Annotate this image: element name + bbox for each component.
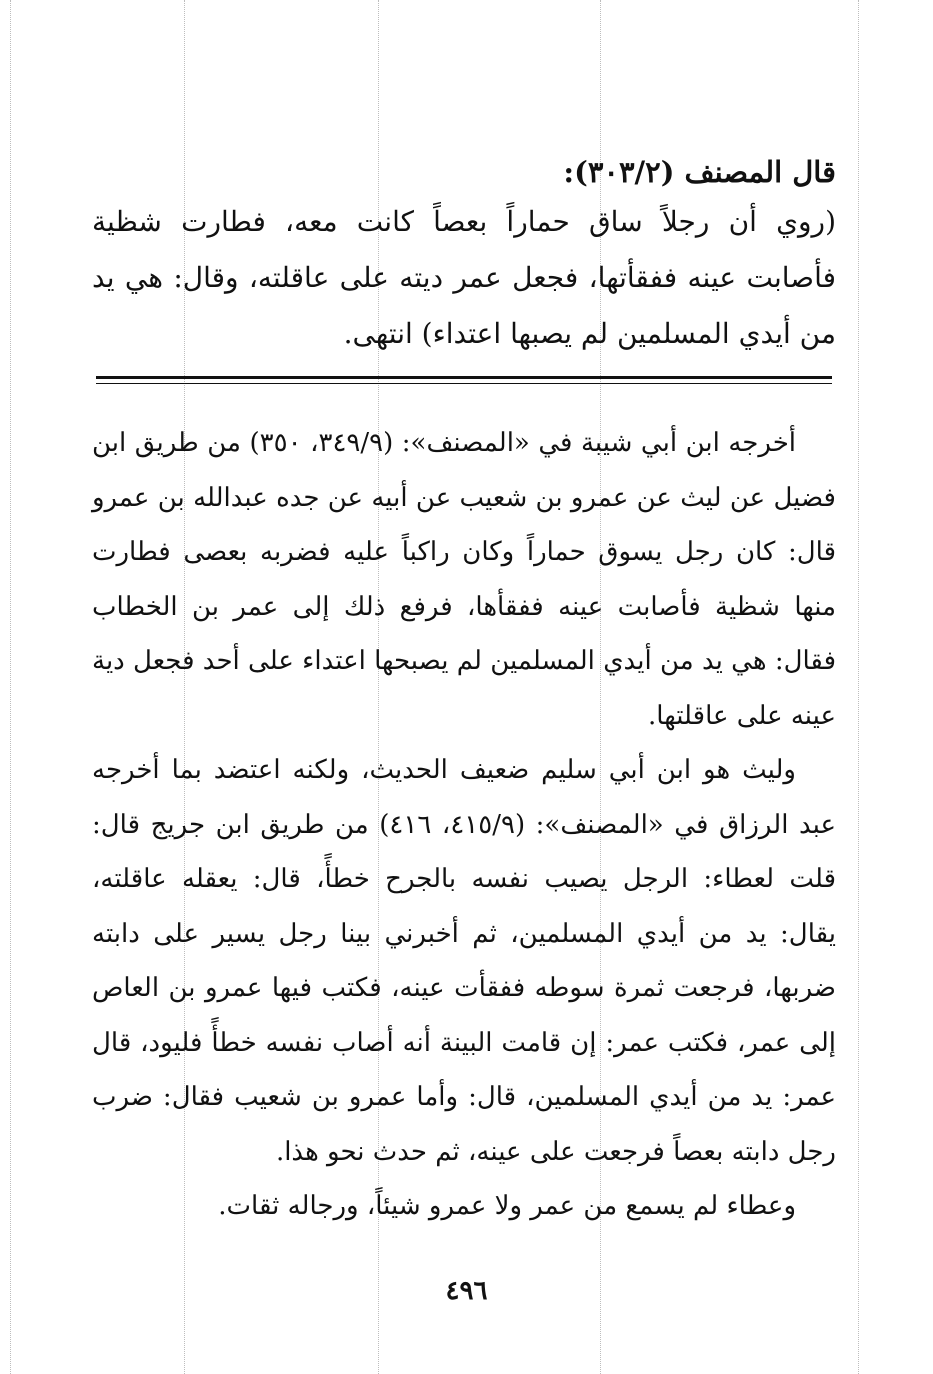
- commentary-block: [92, 416, 836, 1234]
- quoted-text-block: [92, 150, 836, 362]
- commentary-paragraph: وليث هو ابن أبي سليم ضعيف الحديث، ولكنه اعتضد بما أخرجه عبد الرزاق في «المصنف»: (٤١٥/٩، ٤١٦) من طريق ابن جريج قال: قلت لعطاء: الرجل يصيب نفسه بالجرح خطأً، قال: يعقله عاقلته، يقال: يد من أيدي المسلمين، ثم أخبرني بينا رجل يسير على دابته ضربها، فرجعت ثمرة سوطه ففقأت عينه، فكتب فيها عمرو بن العاص إلى عمر، فكتب عمر: إن قامت البينة أنه أصاب نفسه خطأً فليود، قال عمر: يد من أيدي المسلمين، قال: وأما عمرو بن شعيب فقال: ضرب رجل دابته بعصاً فرجعت على عينه، ثم حدث نحو هذا.: [92, 755, 837, 1167]
- scan-guide-line: [10, 0, 11, 1374]
- section-heading: قال المصنف (٣٠٣/٢):: [563, 155, 836, 189]
- quoted-narration: (روي أن رجلاً ساق حماراً بعصاً كانت معه، فطارت شظية فأصابت عينه ففقأتها، فجعل عمر ديته على عاقلته، وقال: هي يد من أيدي المسلمين لم يصبها اعتداء) انتهى.: [92, 205, 836, 350]
- footnote-separator: [96, 376, 832, 384]
- page-number: ٤٩٦: [445, 1276, 488, 1306]
- commentary-paragraph: أخرجه ابن أبي شيبة في «المصنف»: (٣٤٩/٩، ٣٥٠) من طريق ابن فضيل عن ليث عن عمرو بن شعيب عن أبيه عن جده عبدالله بن عمرو قال: كان رجل يسوق حماراً وكان راكباً عليه فضربه بعصى فطارت منها شظية فأصابت عينه ففقأها، فرفع ذلك إلى عمر بن الخطاب فقال: هي يد من أيدي المسلمين لم يصبحها اعتداء على أحد فجعل دية عينه على عاقلتها.: [92, 428, 836, 731]
- commentary-paragraph: وعطاء لم يسمع من عمر ولا عمرو شيئاً، ورجاله ثقات.: [218, 1191, 796, 1221]
- scan-guide-line: [858, 0, 859, 1374]
